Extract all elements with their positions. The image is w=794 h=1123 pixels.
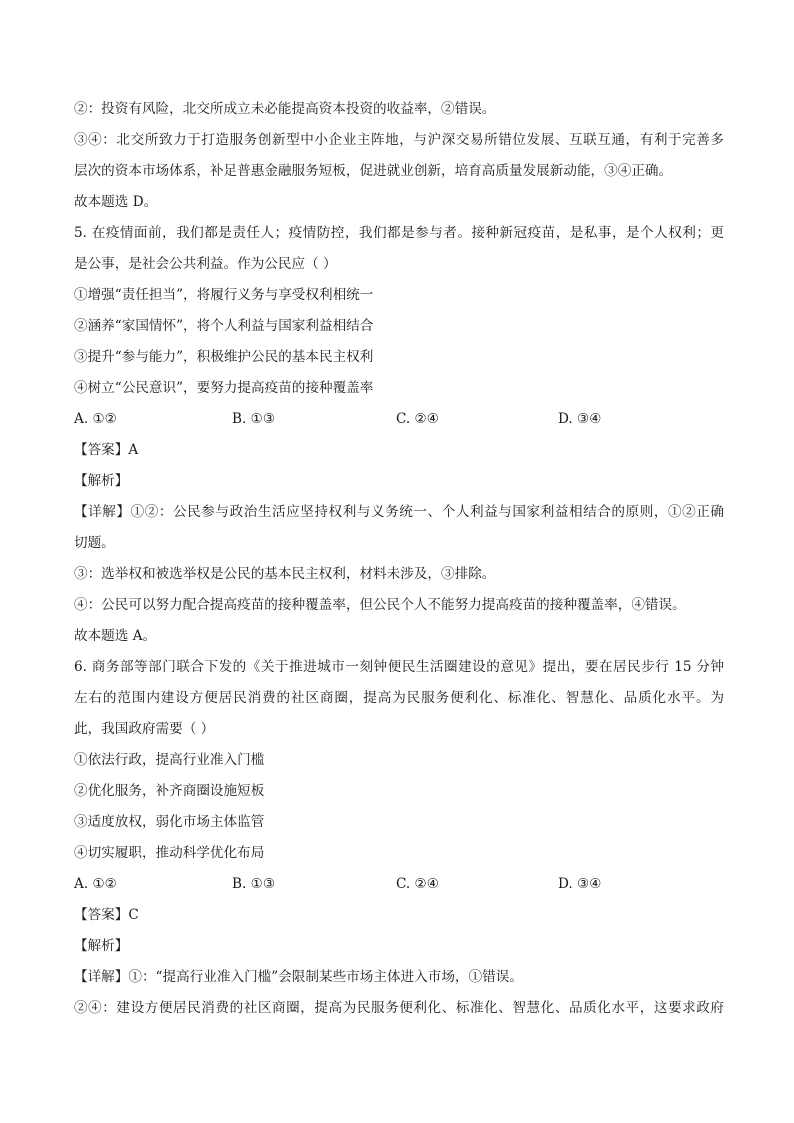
answer-label: 【答案】A bbox=[74, 442, 139, 458]
option-a: A. ①② bbox=[74, 876, 117, 892]
text-line: ③：选举权和被选举权是公民的基本民主权利，材料未涉及，③排除。 bbox=[74, 566, 496, 582]
question-6-stem: 6. 商务部等部门联合下发的《关于推进城市一刻钟便民生活圈建设的意见》提出，要在居民步行 15 分钟 bbox=[74, 659, 724, 675]
statement-item: ④树立“公民意识”，要努力提高疫苗的接种覆盖率 bbox=[74, 380, 374, 396]
text-line: ②④：建设方便居民消费的社区商圈，提高为民服务便利化、标准化、智慧化、品质化水平，这要求政府 bbox=[74, 1000, 724, 1016]
text-line: ④：公民可以努力配合提高疫苗的接种覆盖率，但公民个人不能努力提高疫苗的接种覆盖率，④错误。 bbox=[74, 597, 686, 613]
text-line: 【详解】①：“提高行业准入门槛”会限制某些市场主体进入市场，①错误。 bbox=[74, 969, 523, 985]
option-d: D. ③④ bbox=[558, 876, 602, 892]
text-line: ③④：北交所致力于打造服务创新型中小企业主阵地，与沪深交易所错位发展、互联互通，有利于完善多 bbox=[74, 132, 724, 148]
statement-item: ②涵养“家国情怀”，将个人利益与国家利益相结合 bbox=[74, 318, 374, 334]
option-c: C. ②④ bbox=[396, 876, 439, 892]
option-d: D. ③④ bbox=[558, 411, 602, 427]
statement-item: ③提升“参与能力”，积极维护公民的基本民主权利 bbox=[74, 349, 374, 365]
text-line: 故本题选 D。 bbox=[74, 194, 158, 210]
statement-item: ④切实履职，推动科学优化布局 bbox=[74, 845, 265, 861]
statement-item: ①增强“责任担当”，将履行义务与享受权利相统一 bbox=[74, 287, 374, 303]
statement-item: ②优化服务，补齐商圈设施短板 bbox=[74, 783, 265, 799]
answer-label: 【答案】C bbox=[74, 907, 139, 923]
text-line: ②：投资有风险，北交所成立未必能提高资本投资的收益率，②错误。 bbox=[74, 101, 496, 117]
question-5-stem: 是公事，是社会公共利益。作为公民应（ ） bbox=[74, 256, 337, 272]
analysis-label: 【解析】 bbox=[74, 938, 129, 954]
option-a: A. ①② bbox=[74, 411, 117, 427]
statement-item: ①依法行政，提高行业准入门槛 bbox=[74, 752, 265, 768]
text-line: 切题。 bbox=[74, 535, 115, 551]
text-line: 【详解】①②：公民参与政治生活应坚持权利与义务统一、个人利益与国家利益相结合的原则，①②正确 bbox=[74, 504, 724, 520]
analysis-label: 【解析】 bbox=[74, 473, 129, 489]
question-5-stem: 5. 在疫情面前，我们都是责任人；疫情防控，我们都是参与者。接种新冠疫苗，是私事，是个人权利；更 bbox=[74, 225, 724, 241]
statement-item: ③适度放权，弱化市场主体监管 bbox=[74, 814, 265, 830]
option-b: B. ①③ bbox=[232, 876, 276, 892]
text-line: 故本题选 A。 bbox=[74, 628, 157, 644]
question-6-stem: 左右的范围内建设方便居民消费的社区商圈，提高为民服务便利化、标准化、智慧化、品质化水平。为 bbox=[74, 690, 724, 706]
text-line: 层次的资本市场体系，补足普惠金融服务短板，促进就业创新，培育高质量发展新动能，③④正确。 bbox=[74, 163, 673, 179]
option-b: B. ①③ bbox=[232, 411, 276, 427]
question-6-stem: 此，我国政府需要（ ） bbox=[74, 721, 215, 737]
option-c: C. ②④ bbox=[396, 411, 439, 427]
